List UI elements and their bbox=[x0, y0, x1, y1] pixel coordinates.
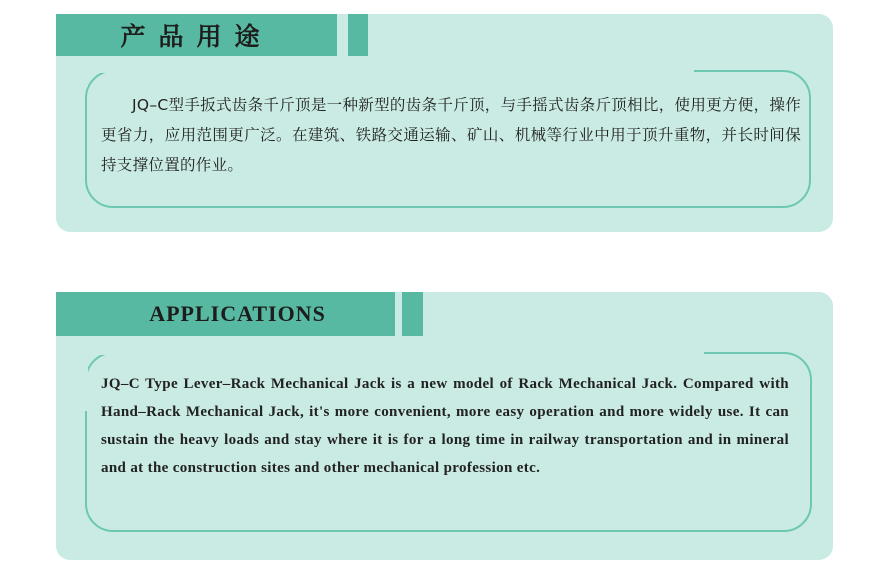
section-title-en: APPLICATIONS bbox=[149, 301, 326, 326]
section-body-cn: JQ–C型手扳式齿条千斤顶是一种新型的齿条千斤顶，与手摇式齿条斤顶相比，使用更方便，操作更省力，应用范围更广泛。在建筑、铁路交通运输、矿山、机械等行业中用于顶升重物，并长时间保持支撑位置的作业。 bbox=[101, 96, 801, 174]
section-body-en: JQ–C Type Lever–Rack Mechanical Jack is a new model of Rack Mechanical Jack. Compared with Hand–Rack Mechanical Jack, it's more convenient, more easy operation and more widely use. It can sustain the heavy loads and stay where it is for a long time in railway transportation and in mineral and at the construction sites and other mechanical profession etc. bbox=[101, 376, 789, 476]
section-title-cn: 产品用途 bbox=[120, 22, 273, 51]
applications-section-en bbox=[56, 292, 833, 560]
usage-section-cn bbox=[56, 14, 833, 232]
section-header-accent bbox=[348, 14, 368, 56]
